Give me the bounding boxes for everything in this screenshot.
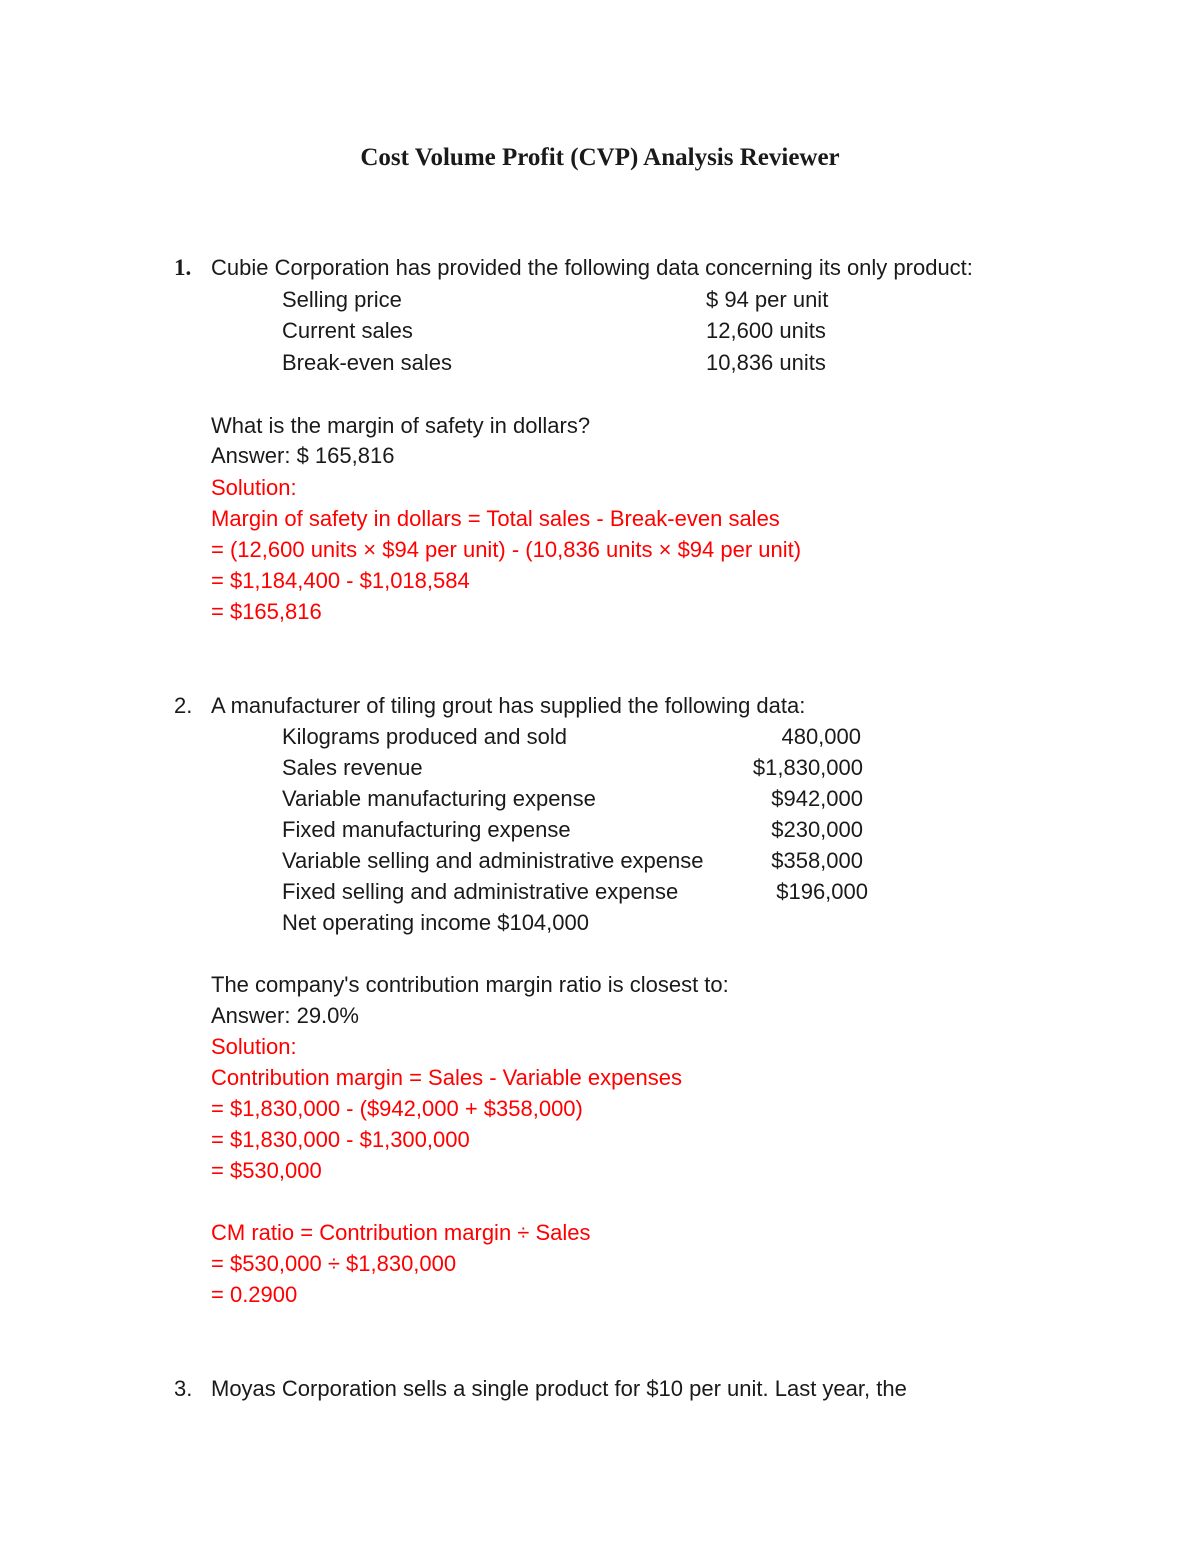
q2-data-label: Fixed selling and administrative expense	[282, 879, 679, 904]
q1-data-label: Selling price	[282, 287, 402, 312]
q2-data-value: $1,830,000	[752, 755, 863, 780]
q2-data-label: Variable manufacturing expense	[282, 786, 596, 811]
q2-solution-line: Contribution margin = Sales - Variable expenses	[211, 1065, 683, 1090]
q2-data-value: $196,000	[776, 879, 868, 904]
q1-question: What is the margin of safety in dollars?	[211, 413, 591, 438]
q1-data-value: 10,836 units	[706, 350, 826, 375]
question-1-intro: Cubie Corporation has provided the following data concerning its only product:	[211, 255, 973, 280]
q1-solution-line: = (12,600 units × $94 per unit) - (10,836 units × $94 per unit)	[211, 537, 802, 562]
question-2-intro: A manufacturer of tiling grout has supplied the following data:	[211, 693, 806, 718]
q2-ratio-line: = 0.2900	[211, 1282, 298, 1307]
question-3-number: 3.	[174, 1376, 193, 1401]
q1-solution-line: = $1,184,400 - $1,018,584	[211, 568, 470, 593]
q2-net-income: Net operating income $104,000	[282, 910, 589, 935]
q1-data-value: $ 94 per unit	[706, 287, 829, 312]
q2-data-value: $358,000	[771, 848, 863, 873]
q2-question: The company's contribution margin ratio is closest to:	[211, 972, 729, 997]
q2-answer: Answer: 29.0%	[211, 1003, 359, 1028]
q1-data-label: Break-even sales	[282, 350, 452, 375]
q1-solution-line: = $165,816	[211, 599, 322, 624]
q1-data-value: 12,600 units	[706, 318, 826, 343]
question-2-number: 2.	[174, 693, 193, 718]
question-3-intro: Moyas Corporation sells a single product for $10 per unit. Last year, the	[211, 1376, 907, 1401]
q2-ratio-line: CM ratio = Contribution margin ÷ Sales	[211, 1220, 591, 1245]
q1-solution-line: Margin of safety in dollars = Total sales - Break-even sales	[211, 506, 780, 531]
q2-data-value: $942,000	[771, 786, 863, 811]
page-title: Cost Volume Profit (CVP) Analysis Reviewer	[360, 144, 840, 171]
question-1-number: 1.	[174, 255, 192, 280]
q2-solution-label: Solution:	[211, 1034, 297, 1059]
q2-solution-line: = $1,830,000 - ($942,000 + $358,000)	[211, 1096, 583, 1121]
q2-solution-line: = $1,830,000 - $1,300,000	[211, 1127, 470, 1152]
q2-data-label: Fixed manufacturing expense	[282, 817, 571, 842]
q2-data-label: Sales revenue	[282, 755, 423, 780]
q2-data-label: Variable selling and administrative expense	[282, 848, 704, 873]
q2-data-value: $230,000	[771, 817, 863, 842]
q2-data-value: 480,000	[781, 724, 861, 749]
q2-data-label: Kilograms produced and sold	[282, 724, 567, 749]
q2-ratio-line: = $530,000 ÷ $1,830,000	[211, 1251, 457, 1276]
q1-solution-label: Solution:	[211, 475, 297, 500]
q1-answer: Answer: $ 165,816	[211, 443, 395, 468]
q1-data-label: Current sales	[282, 318, 413, 343]
q2-solution-line: = $530,000	[211, 1158, 322, 1183]
